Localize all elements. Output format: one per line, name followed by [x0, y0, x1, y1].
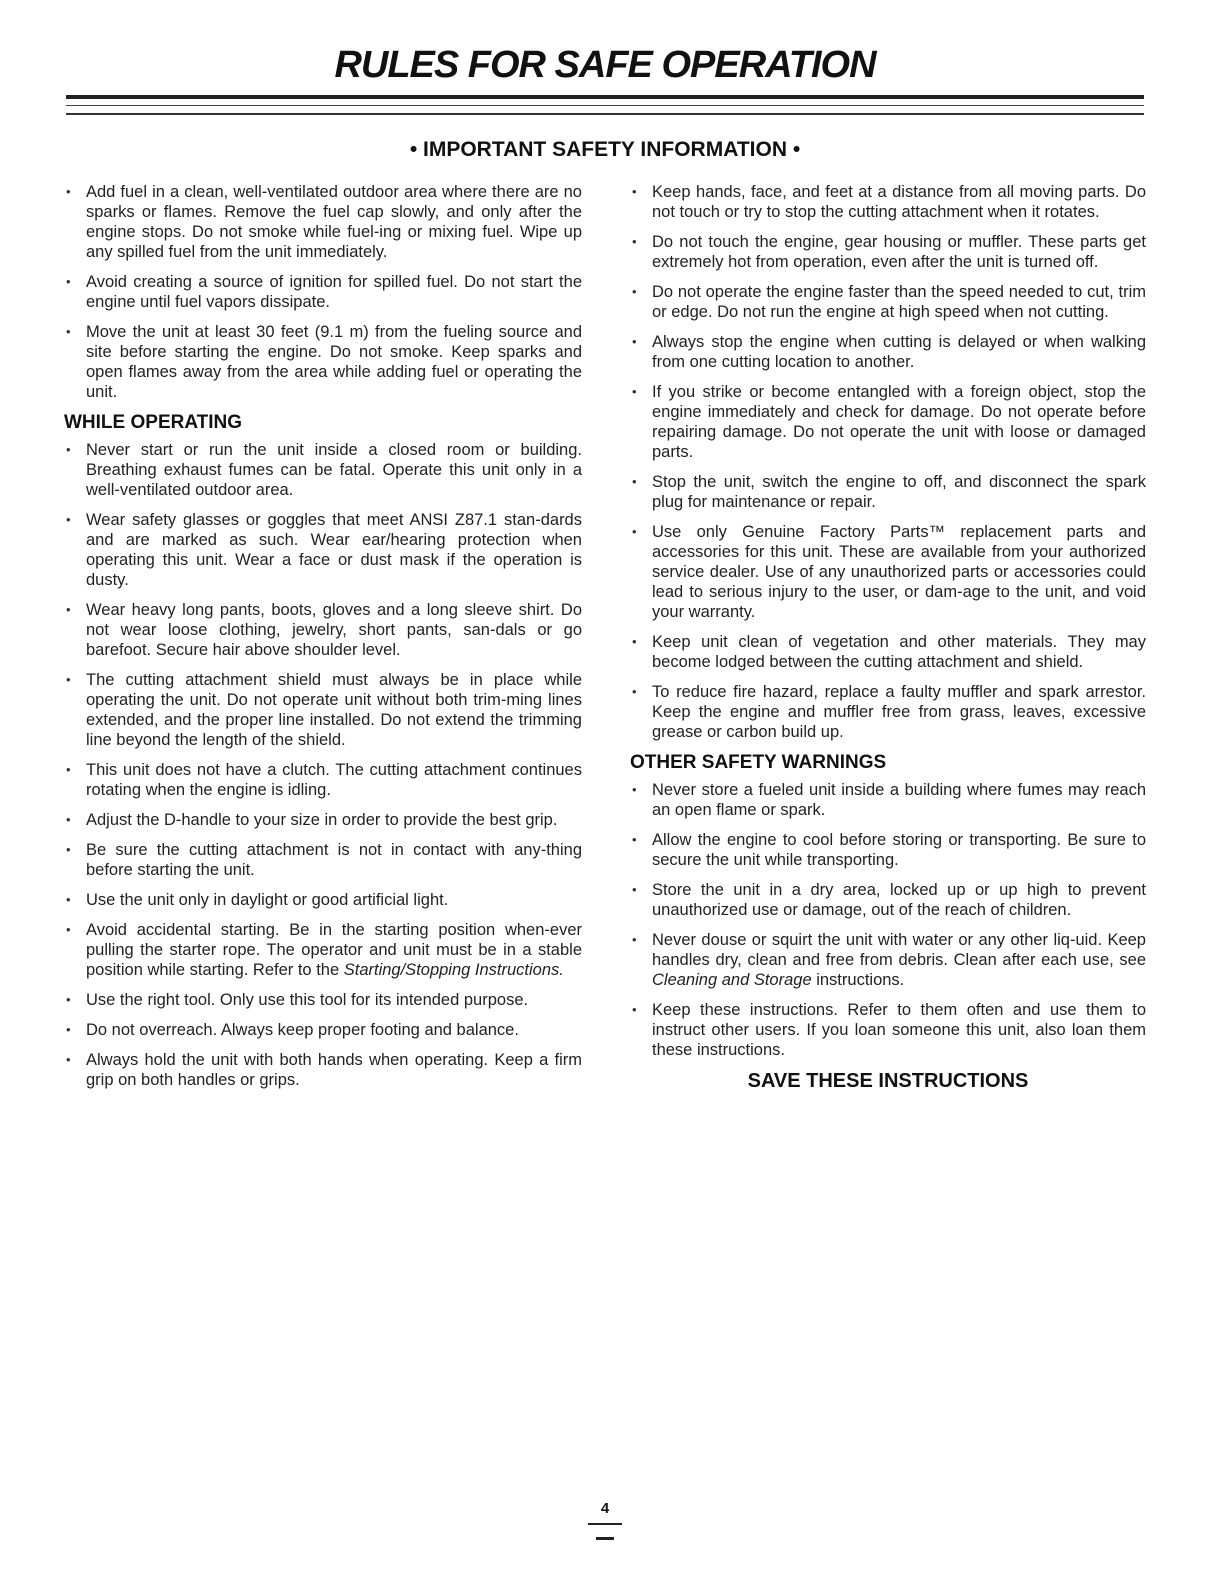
list-item: • To reduce fire hazard, replace a faulty muffler and spark arrestor. Keep the engine and muffler free from grass, leaves, excessive grease or carbon build up.: [630, 682, 1146, 742]
fueling-list: [64, 182, 582, 402]
list-item: • Use the right tool. Only use this tool for its intended purpose.: [64, 990, 582, 1010]
list-item: • Be sure the cutting attachment is not in contact with any-thing before starting the unit.: [64, 840, 582, 880]
save-instructions-heading: SAVE THESE INSTRUCTIONS: [747, 1070, 1029, 1092]
page-title: RULES FOR SAFE OPERATION: [334, 44, 876, 86]
list-item: • Always hold the unit with both hands when operating. Keep a firm grip on both handles or grips.: [64, 1050, 582, 1090]
list-item: • Keep hands, face, and feet at a distance from all moving parts. Do not touch or try to stop the cutting attachment when it rotates.: [630, 182, 1146, 222]
list-item: • Always stop the engine when cutting is delayed or when walking from one cutting location to another.: [630, 332, 1146, 372]
page-number-mark: [596, 1537, 614, 1540]
reference-cleaning-storage: Cleaning and Storage: [652, 971, 812, 989]
list-item: • Avoid creating a source of ignition for spilled fuel. Do not start the engine until fuel vapors dissipate.: [64, 272, 582, 312]
page-number-underline: [588, 1523, 622, 1525]
list-item: • Wear safety glasses or goggles that meet ANSI Z87.1 stan-dards and are marked as such. Wear ear/hearing protection when operating this unit. Wear a face or dust mask if the operation is dusty.: [64, 510, 582, 590]
list-item: • Move the unit at least 30 feet (9.1 m) from the fueling source and site before starting the engine. Do not smoke. Keep sparks and open flames away from the area while adding fuel or operating the unit.: [64, 322, 582, 402]
list-item-text: Avoid accidental starting. Be in the starting position when-ever pulling the starter rope. The operator and unit must be in a stable position while starting. Refer to the: [86, 921, 582, 979]
other-warnings-list: [630, 780, 1146, 1060]
other-warnings-heading: OTHER SAFETY WARNINGS: [630, 752, 887, 773]
list-item: • This unit does not have a clutch. The cutting attachment continues rotating when the engine is idling.: [64, 760, 582, 800]
list-item: • Do not overreach. Always keep proper footing and balance.: [64, 1020, 582, 1040]
list-item-text-tail: instructions.: [816, 971, 905, 989]
list-item: • Stop the unit, switch the engine to off, and disconnect the spark plug for maintenance or repair.: [630, 472, 1146, 512]
list-item: • Do not touch the engine, gear housing or muffler. These parts get extremely hot from operation, even after the unit is turned off.: [630, 232, 1146, 272]
list-item: [630, 930, 1146, 990]
list-item: • Store the unit in a dry area, locked up or up high to prevent unauthorized use or damage, out of the reach of children.: [630, 880, 1146, 920]
page-number: 4: [600, 1500, 610, 1517]
left-column: [64, 182, 582, 1100]
list-item: • Keep unit clean of vegetation and other materials. They may become lodged between the cutting attachment and shield.: [630, 632, 1146, 672]
list-item: • Add fuel in a clean, well-ventilated outdoor area where there are no sparks or flames. Remove the fuel cap slowly, and only after the engine stops. Do not smoke while fuel-ing or mixing fuel. Wipe up any spilled fuel from the unit immediately.: [64, 182, 582, 262]
list-item: • The cutting attachment shield must always be in place while operating the unit. Do not operate unit without both trim-ming lines extended, and the proper line installed. Do not extend the trimming line beyond the length of the shield.: [64, 670, 582, 750]
right-column: [630, 182, 1146, 1093]
while-operating-heading: WHILE OPERATING: [64, 412, 243, 433]
list-item: • Keep these instructions. Refer to them often and use them to instruct other users. If you loan someone this unit, also loan them these instructions.: [630, 1000, 1146, 1060]
list-item: [64, 920, 582, 980]
list-item-text: Never douse or squirt the unit with water or any other liq-uid. Keep handles dry, clean and free from debris. Clean after each use, see: [652, 931, 1146, 969]
list-item: • Allow the engine to cool before storing or transporting. Be sure to secure the unit while transporting.: [630, 830, 1146, 870]
list-item: • If you strike or become entangled with a foreign object, stop the engine immediately and check for damage. Do not operate before repairing damage. Do not operate the unit with loose or damaged parts.: [630, 382, 1146, 462]
list-item: • Wear heavy long pants, boots, gloves and a long sleeve shirt. Do not wear loose clothing, jewelry, short pants, san-dals or go barefoot. Secure hair above shoulder level.: [64, 600, 582, 660]
list-item: • Use the unit only in daylight or good artificial light.: [64, 890, 582, 910]
list-item: • Do not operate the engine faster than the speed needed to cut, trim or edge. Do not run the engine at high speed when not cutting.: [630, 282, 1146, 322]
general-safety-list: [630, 182, 1146, 742]
header-rule-thick: [66, 95, 1144, 99]
while-operating-list: [64, 440, 582, 1090]
list-item: • Never store a fueled unit inside a building where fumes may reach an open flame or spark.: [630, 780, 1146, 820]
section-subtitle: • IMPORTANT SAFETY INFORMATION •: [409, 138, 801, 161]
reference-starting-instructions: Starting/Stopping Instructions.: [343, 961, 564, 979]
list-item: • Never start or run the unit inside a closed room or building. Breathing exhaust fumes can be fatal. Operate this unit only in a well-ventilated outdoor area.: [64, 440, 582, 500]
list-item: • Adjust the D-handle to your size in order to provide the best grip.: [64, 810, 582, 830]
list-item: • Use only Genuine Factory Parts™ replacement parts and accessories for this unit. These are available from your authorized service dealer. Use of any unauthorized parts or accessories could lead to serious injury to the user, or dam-age to the unit, and void your warranty.: [630, 522, 1146, 622]
header-rule-bottom: [66, 113, 1144, 115]
header-rule-thin: [66, 105, 1144, 106]
